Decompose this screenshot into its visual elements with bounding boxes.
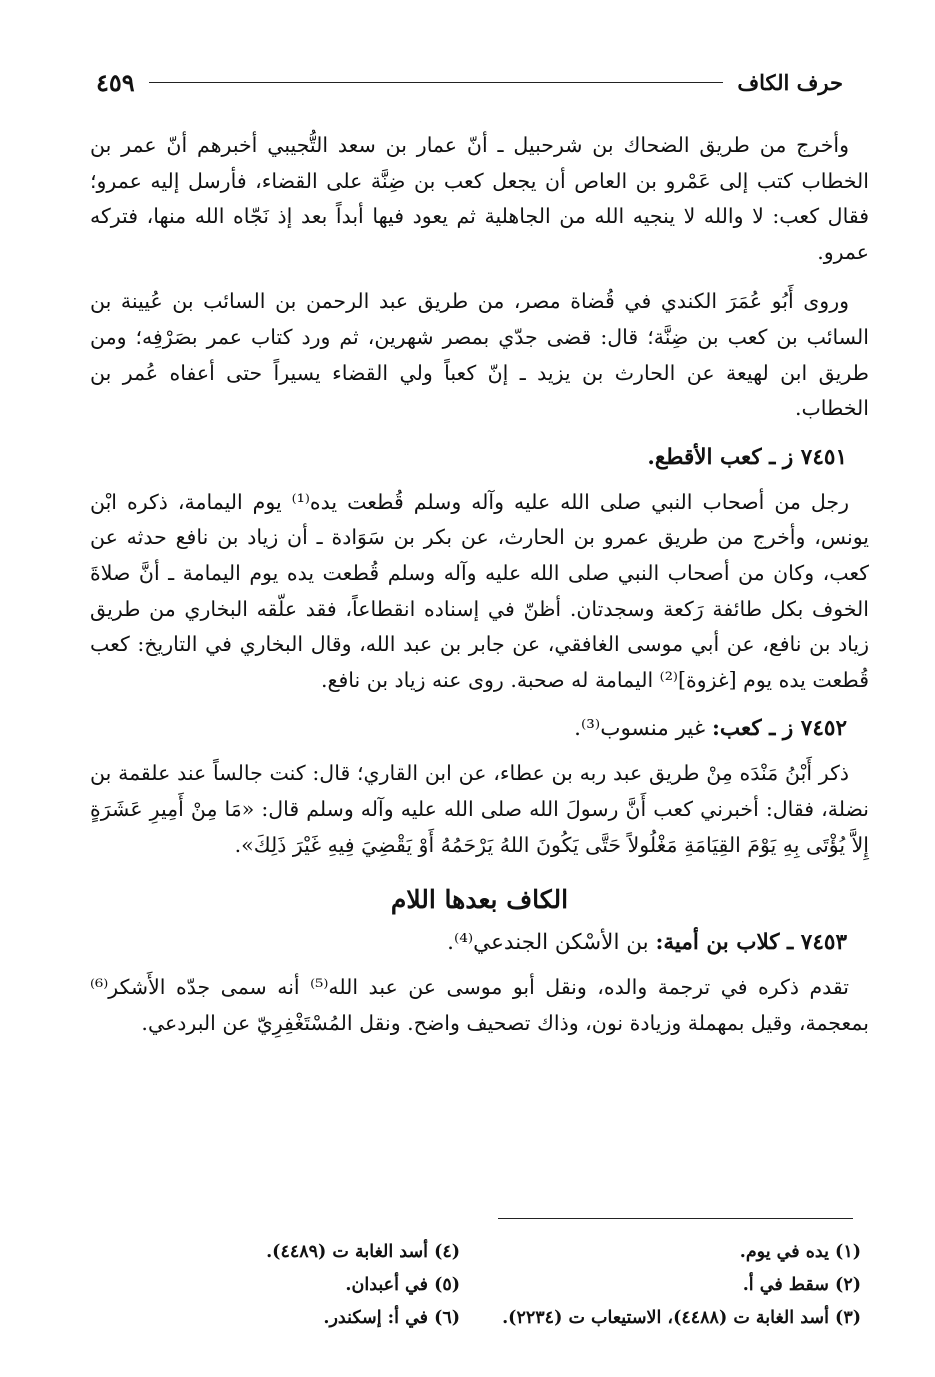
entry-7452-body: ذكر أَبْنُ مَنْدَه مِنْ طريق عبد ربه بن عطاء، عن ابن القاري؛ قال: كنت جالساً عند علقمة بن نضلة، فقال: أخبرني كعب أَنَّ رسولَ الله صلى الله عليه وآله وسلم قال: «مَا مِنْ أَمِيرِ عَشَرَةٍ إِلاَّ يُؤْتَى بِهِ يَوْمَ القِيَامَةِ مَغْلُولاً حَتَّى يَكُونَ اللهُ يَرْحَمُهُ أَوْ يَقْضِيَ فِيهِ غَيْرَ ذَلِكَ». bbox=[90, 761, 869, 857]
entry-7453-body: تقدم ذكره في ترجمة والده، ونقل أبو موسى عن عبد الله⁽⁵⁾ أنه سمى جدّه الأَشكر⁽⁶⁾ بمعجمة، وقيل بمهملة وزيادة نون، وذاك تصحيف واضح. ونقل المُسْتَغْفِرِيّ عن البردعي. bbox=[90, 975, 869, 1035]
entry-7451-heading bbox=[90, 441, 847, 475]
entry-7453-rest: بن الأسْكن الجندعي⁽⁴⁾. bbox=[447, 930, 656, 956]
footnote-5: (٥) في أعبدان. bbox=[345, 1275, 461, 1295]
entry-7452-rest: غير منسوب⁽³⁾. bbox=[574, 716, 712, 742]
footnotes-right-column bbox=[491, 1236, 861, 1335]
entry-7451-body: رجل من أصحاب النبي صلى الله عليه وآله وسلم قُطعت يده⁽¹⁾ يوم اليمامة، ذكره ابْن يونس، وأخرج من طريق عمرو بن الحارث، عن بكر بن سَوَادة ـ أن زياد بن نافع حدثه عن كعب، وكان من أصحاب النبي صلى الله عليه وآله وسلم قُطعت يده يوم اليمامة ـ أنَّ صلاةَ الخوف بكل طائفة رَكعة وسجدتان. أظنّ في إسناده انقطاعاً، فقد علّقه البخاري من طريق زياد بن نافع، عن أبي موسى الغافقي، عن جابر بن عبد الله، وقال البخاري في التاريخ: كعب قُطعت يده يوم [غزوة]⁽²⁾ اليمامة له صحبة. روى عنه زياد بن نافع. bbox=[90, 489, 869, 692]
entry-7452-title: ٧٤٥٢ ز ـ كعب: bbox=[712, 716, 847, 742]
section-title: الكاف بعدها اللام bbox=[390, 885, 569, 915]
entry-7453-title: ٧٤٥٣ ـ كلاب بن أمية: bbox=[655, 930, 847, 956]
page-header bbox=[96, 62, 843, 102]
footnote-3: (٣) أسد الغابة ت (٤٤٨٨)، الاستيعاب ت (٢٢٣٤). bbox=[502, 1308, 861, 1328]
footnote-1: (١) يده في يوم. bbox=[739, 1242, 861, 1262]
footnote-2: (٢) سقط في أ. bbox=[742, 1275, 861, 1295]
footnote-separator bbox=[498, 1218, 853, 1219]
entry-7453-heading bbox=[90, 926, 847, 960]
paragraph-2: وروى أَبُو عُمَرَ الكندي في قُضاة مصر، من طريق عبد الرحمن بن السائب بن عُيينة بن السائب بن كعب بن ضِنَّة؛ قال: قضى جدّي بمصر شهرين، ثم ورد كتاب عمر بصَرْفِه؛ ومن طريق ابن لهيعة عن الحارث بن يزيد ـ إنّ كعباً ولي القضاء يسيراً حتى أعفاه عُمر بن الخطاب. bbox=[90, 289, 869, 421]
footnote-4: (٤) أسد الغابة ت (٤٤٨٩). bbox=[266, 1242, 461, 1262]
page-body bbox=[90, 128, 869, 1055]
running-title: حرف الكاف bbox=[737, 69, 843, 95]
footnotes bbox=[90, 1236, 861, 1335]
footnote-6: (٦) في أ: إسكندر. bbox=[323, 1308, 461, 1328]
entry-7452-heading bbox=[90, 712, 847, 746]
footnotes-left-column bbox=[90, 1236, 460, 1335]
paragraph-1: وأخرج من طريق الضحاك بن شرحبيل ـ أنّ عمار بن سعد التُّجيبي أخبرهم أنّ عمر بن الخطاب كتب إلى عَمْرو بن العاص أن يجعل كعب بن ضِنَّة على القضاء، فأرسل إليه عمرو؛ فقال كعب: لا والله لا ينجيه الله من الجاهلية ثم يعود فيها أبداً بعد إذ نَجّاه الله منها، فتركه عمرو. bbox=[90, 133, 869, 264]
header-rule bbox=[149, 82, 724, 83]
entry-7451-title: ٧٤٥١ ز ـ كعب الأقطع. bbox=[647, 444, 847, 470]
page-number: ٤٥٩ bbox=[96, 67, 135, 97]
